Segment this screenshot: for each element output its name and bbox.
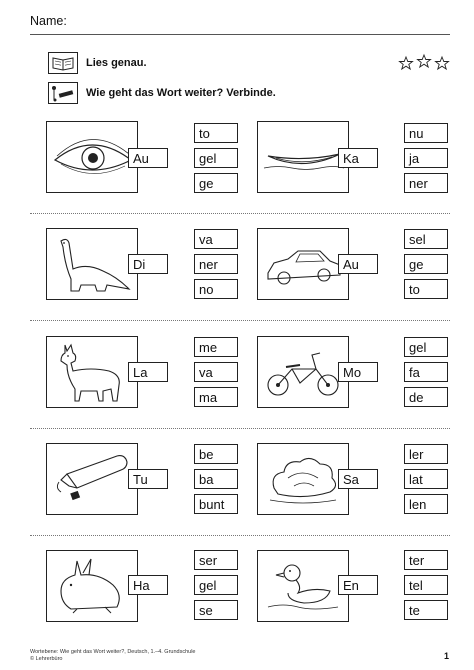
dinosaur-icon xyxy=(46,228,138,300)
option-syllable[interactable]: te xyxy=(404,600,448,620)
start-syllable[interactable]: Mo xyxy=(338,362,378,382)
option-syllable[interactable]: gel xyxy=(194,575,238,595)
canoe-icon xyxy=(257,121,349,193)
option-syllable[interactable]: ja xyxy=(404,148,448,168)
start-syllable[interactable]: Au xyxy=(128,148,168,168)
instruction-connect: Wie geht das Wort weiter? Verbinde. xyxy=(86,87,276,99)
start-syllable[interactable]: La xyxy=(128,362,168,382)
start-syllable[interactable]: En xyxy=(338,575,378,595)
option-syllable[interactable]: bunt xyxy=(194,494,238,514)
row-divider xyxy=(30,535,450,536)
footer-copyright: © Lehrerbüro xyxy=(30,656,63,662)
duck-icon xyxy=(257,550,349,622)
book-icon xyxy=(48,52,78,74)
car-icon xyxy=(257,228,349,300)
footer-source: Wortebene: Wie geht das Wort weiter?, Deutsch, 1.–4. Grundschule xyxy=(30,649,196,655)
option-syllable[interactable]: be xyxy=(194,444,238,464)
option-syllable[interactable]: sel xyxy=(404,229,448,249)
option-syllable[interactable]: fa xyxy=(404,362,448,382)
option-syllable[interactable]: len xyxy=(404,494,448,514)
lettuce-icon xyxy=(257,443,349,515)
option-syllable[interactable]: se xyxy=(194,600,238,620)
option-syllable[interactable]: ner xyxy=(194,254,238,274)
option-syllable[interactable]: ba xyxy=(194,469,238,489)
option-syllable[interactable]: de xyxy=(404,387,448,407)
option-syllable[interactable]: tel xyxy=(404,575,448,595)
start-syllable[interactable]: Au xyxy=(338,254,378,274)
name-label: Name: xyxy=(30,14,67,28)
row-divider xyxy=(30,320,450,321)
option-syllable[interactable]: lat xyxy=(404,469,448,489)
start-syllable[interactable]: Sa xyxy=(338,469,378,489)
option-syllable[interactable]: ter xyxy=(404,550,448,570)
option-syllable[interactable]: to xyxy=(404,279,448,299)
hare-icon xyxy=(46,550,138,622)
option-syllable[interactable]: to xyxy=(194,123,238,143)
option-syllable[interactable]: ge xyxy=(194,173,238,193)
option-syllable[interactable]: nu xyxy=(404,123,448,143)
eye-icon xyxy=(46,121,138,193)
option-syllable[interactable]: me xyxy=(194,337,238,357)
llama-icon xyxy=(46,336,138,408)
option-syllable[interactable]: va xyxy=(194,362,238,382)
start-syllable[interactable]: Di xyxy=(128,254,168,274)
option-syllable[interactable]: gel xyxy=(194,148,238,168)
option-syllable[interactable]: ser xyxy=(194,550,238,570)
name-write-line[interactable] xyxy=(30,34,450,35)
option-syllable[interactable]: gel xyxy=(404,337,448,357)
pencil-connect-icon xyxy=(48,82,78,104)
row-divider xyxy=(30,428,450,429)
option-syllable[interactable]: va xyxy=(194,229,238,249)
page-number: 1 xyxy=(444,651,450,661)
option-syllable[interactable]: ma xyxy=(194,387,238,407)
row-divider xyxy=(30,213,450,214)
three-stars-icon xyxy=(398,52,450,74)
start-syllable[interactable]: Ha xyxy=(128,575,168,595)
start-syllable[interactable]: Ka xyxy=(338,148,378,168)
instruction-read: Lies genau. xyxy=(86,57,147,69)
option-syllable[interactable]: no xyxy=(194,279,238,299)
option-syllable[interactable]: ge xyxy=(404,254,448,274)
option-syllable[interactable]: ner xyxy=(404,173,448,193)
start-syllable[interactable]: Tu xyxy=(128,469,168,489)
moped-icon xyxy=(257,336,349,408)
paint-tube-icon xyxy=(46,443,138,515)
option-syllable[interactable]: ler xyxy=(404,444,448,464)
